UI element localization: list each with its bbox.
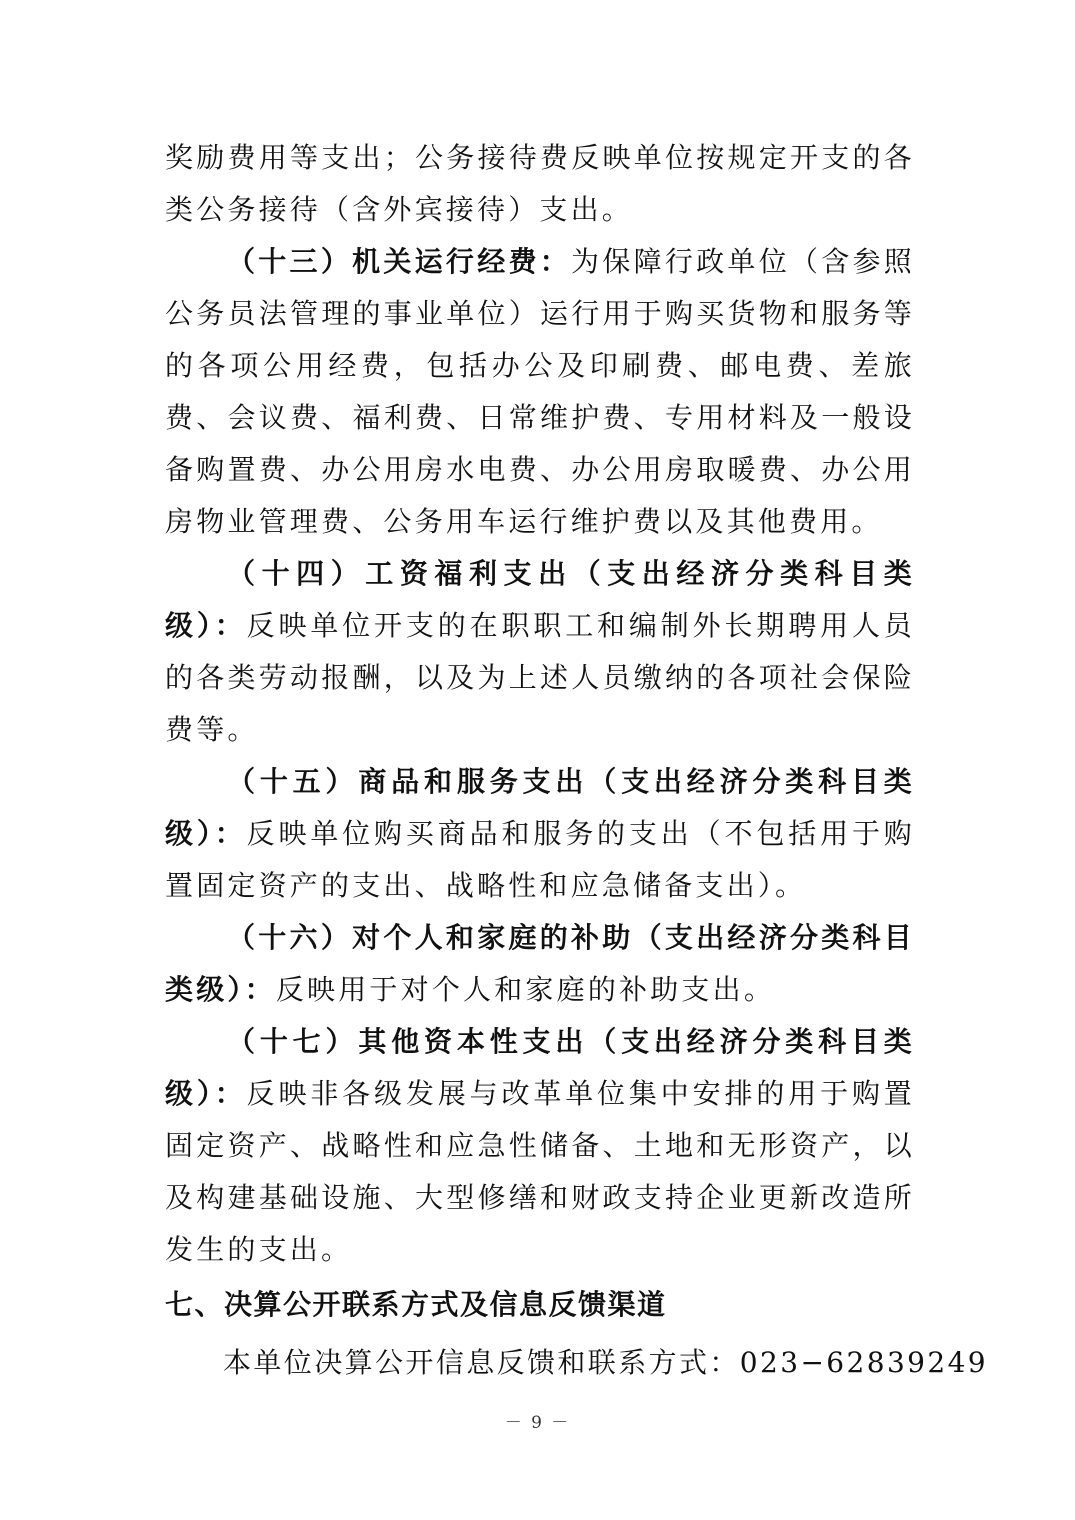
paragraph-title: （十四）工资福利支出（支出经济分类科目类级）： [165,557,915,642]
paragraph-body: 反映非各级发展与改革单位集中安排的用于购置固定资产、战略性和应急性储备、土地和无形资产，以及构建基础设施、大型修缮和财政支持企业更新改造所发生的支出。 [165,1077,916,1266]
section-heading: 七、决算公开联系方式及信息反馈渠道 [165,1288,667,1321]
paragraph-body: 奖励费用等支出；公务接待费反映单位按规定开支的各类公务接待（含外宾接待）支出。 [165,141,915,226]
paragraph-title: （十六）对个人和家庭的补助（支出经济分类科目类级）： [165,921,915,1006]
paragraph-item-17 [165,1016,915,1276]
paragraph-title: （十七）其他资本性支出（支出经济分类科目类级）： [165,1025,915,1110]
paragraph-item-14 [165,548,915,756]
contact-line: 本单位决算公开信息反馈和联系方式：023−62839249 [223,1346,989,1379]
document-body [165,132,989,1392]
paragraph-body: 反映单位购买商品和服务的支出（不包括用于购置固定资产的支出、战略性和应急储备支出）。 [165,817,916,902]
paragraph-continued [165,132,915,236]
paragraph-body: 反映用于对个人和家庭的补助支出。 [275,973,776,1006]
paragraph-item-15 [165,756,915,912]
paragraph-title: （十三）机关运行经费： [227,245,572,278]
paragraph-body: 为保障行政单位（含参照公务员法管理的事业单位）运行用于购买货物和服务等的各项公用经费，包括办公及印刷费、邮电费、差旅费、会议费、福利费、日常维护费、专用材料及一般设备购置费、办公用房水电费、办公用房取暖费、办公用房物业管理费、公务用车运行维护费以及其他费用。 [165,245,916,538]
page-number: － 9 － [504,1413,571,1433]
paragraph-item-13 [165,236,915,548]
paragraph-body: 反映单位开支的在职职工和编制外长期聘用人员的各类劳动报酬，以及为上述人员缴纳的各项社会保险费等。 [165,609,916,746]
paragraph-item-16 [165,912,915,1016]
paragraph-title: （十五）商品和服务支出（支出经济分类科目类级）： [165,765,915,850]
